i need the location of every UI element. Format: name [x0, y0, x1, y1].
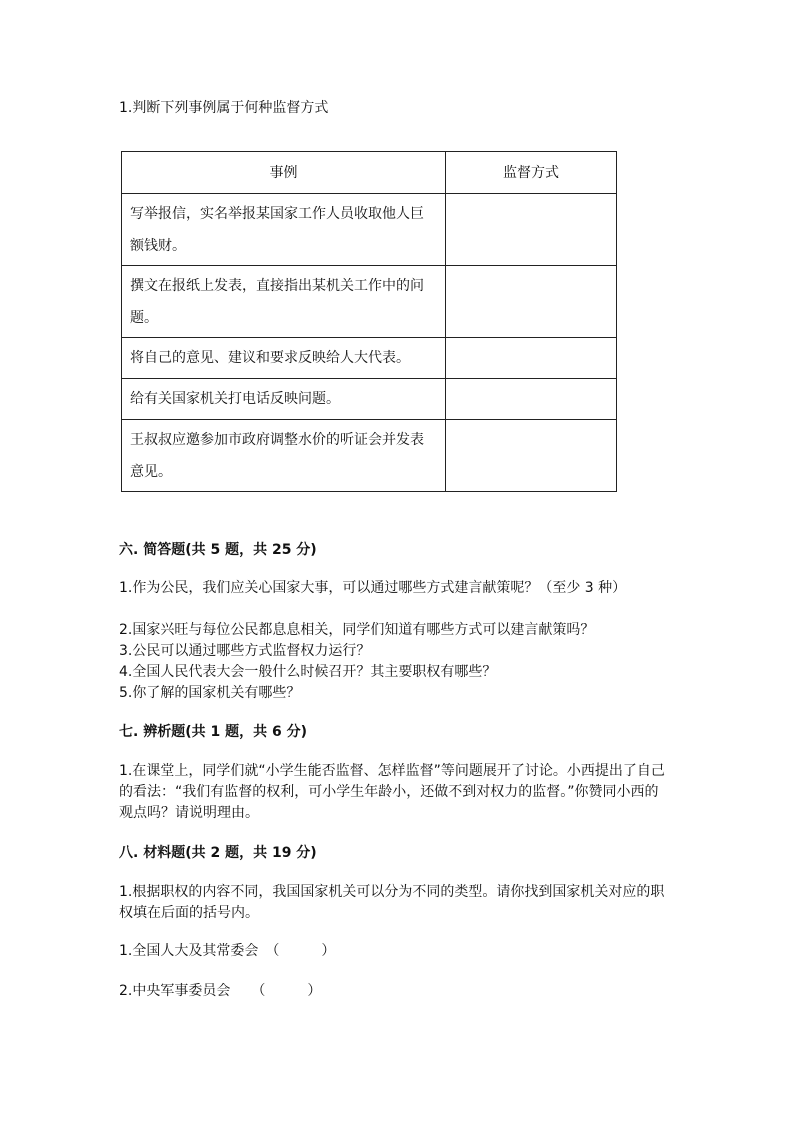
table-row [122, 266, 617, 338]
method-cell [446, 338, 617, 379]
section-7-heading: 七. 辨析题(共 1 题，共 6 分) [119, 724, 307, 740]
section-6-heading: 六. 简答题(共 5 题，共 25 分) [119, 542, 317, 558]
section-8-intro: 1.根据职权的内容不同，我国国家机关可以分为不同的类型。请你找到国家机关对应的职权填在后面的括号内。 [119, 884, 665, 921]
table-row [122, 379, 617, 420]
method-cell [446, 194, 617, 266]
header-case: 事例 [122, 152, 446, 194]
section-6-item: 3.公民可以通过哪些方式监督权力运行？ [119, 643, 371, 659]
case-cell: 王叔叔应邀参加市政府调整水价的听证会并发表意见。 [130, 431, 424, 480]
section-8-heading: 八. 材料题(共 2 题，共 19 分) [119, 845, 317, 861]
section-6-item: 4.全国人民代表大会一般什么时候召开？其主要职权有哪些？ [119, 664, 497, 680]
case-cell: 给有关国家机关打电话反映问题。 [130, 391, 340, 407]
method-cell [446, 379, 617, 420]
section-7-item: 1.在课堂上，同学们就“小学生能否监督、怎样监督”等问题展开了讨论。小西提出了自己的看法：“我们有监督的权利，可小学生年龄小，还做不到对权力的监督。”你赞同小西的观点吗？请说明理由。 [119, 763, 665, 821]
fill-in-item: 1.全国人大及其常委会 （ ） [119, 943, 336, 959]
table-header-row [122, 152, 617, 194]
header-method: 监督方式 [446, 152, 617, 194]
section-6-item: 5.你了解的国家机关有哪些？ [119, 685, 301, 701]
table-row [122, 420, 617, 492]
section-6-item: 2.国家兴旺与每位公民都息息相关，同学们知道有哪些方式可以建言献策吗？ [119, 622, 595, 638]
method-cell [446, 266, 617, 338]
section-6-item: 1.作为公民，我们应关心国家大事，可以通过哪些方式建言献策呢？（至少 3 种） [119, 580, 627, 596]
case-cell: 将自己的意见、建议和要求反映给人大代表。 [130, 350, 410, 366]
table-row [122, 194, 617, 266]
supervision-table [121, 151, 617, 492]
question-1-title: 1.判断下列事例属于何种监督方式 [119, 100, 329, 116]
case-cell: 撰文在报纸上发表，直接指出某机关工作中的问题。 [130, 277, 424, 326]
method-cell [446, 420, 617, 492]
case-cell: 写举报信，实名举报某国家工作人员收取他人巨额钱财。 [130, 205, 424, 254]
table-row [122, 338, 617, 379]
fill-in-item: 2.中央军事委员会 （ ） [119, 983, 322, 999]
